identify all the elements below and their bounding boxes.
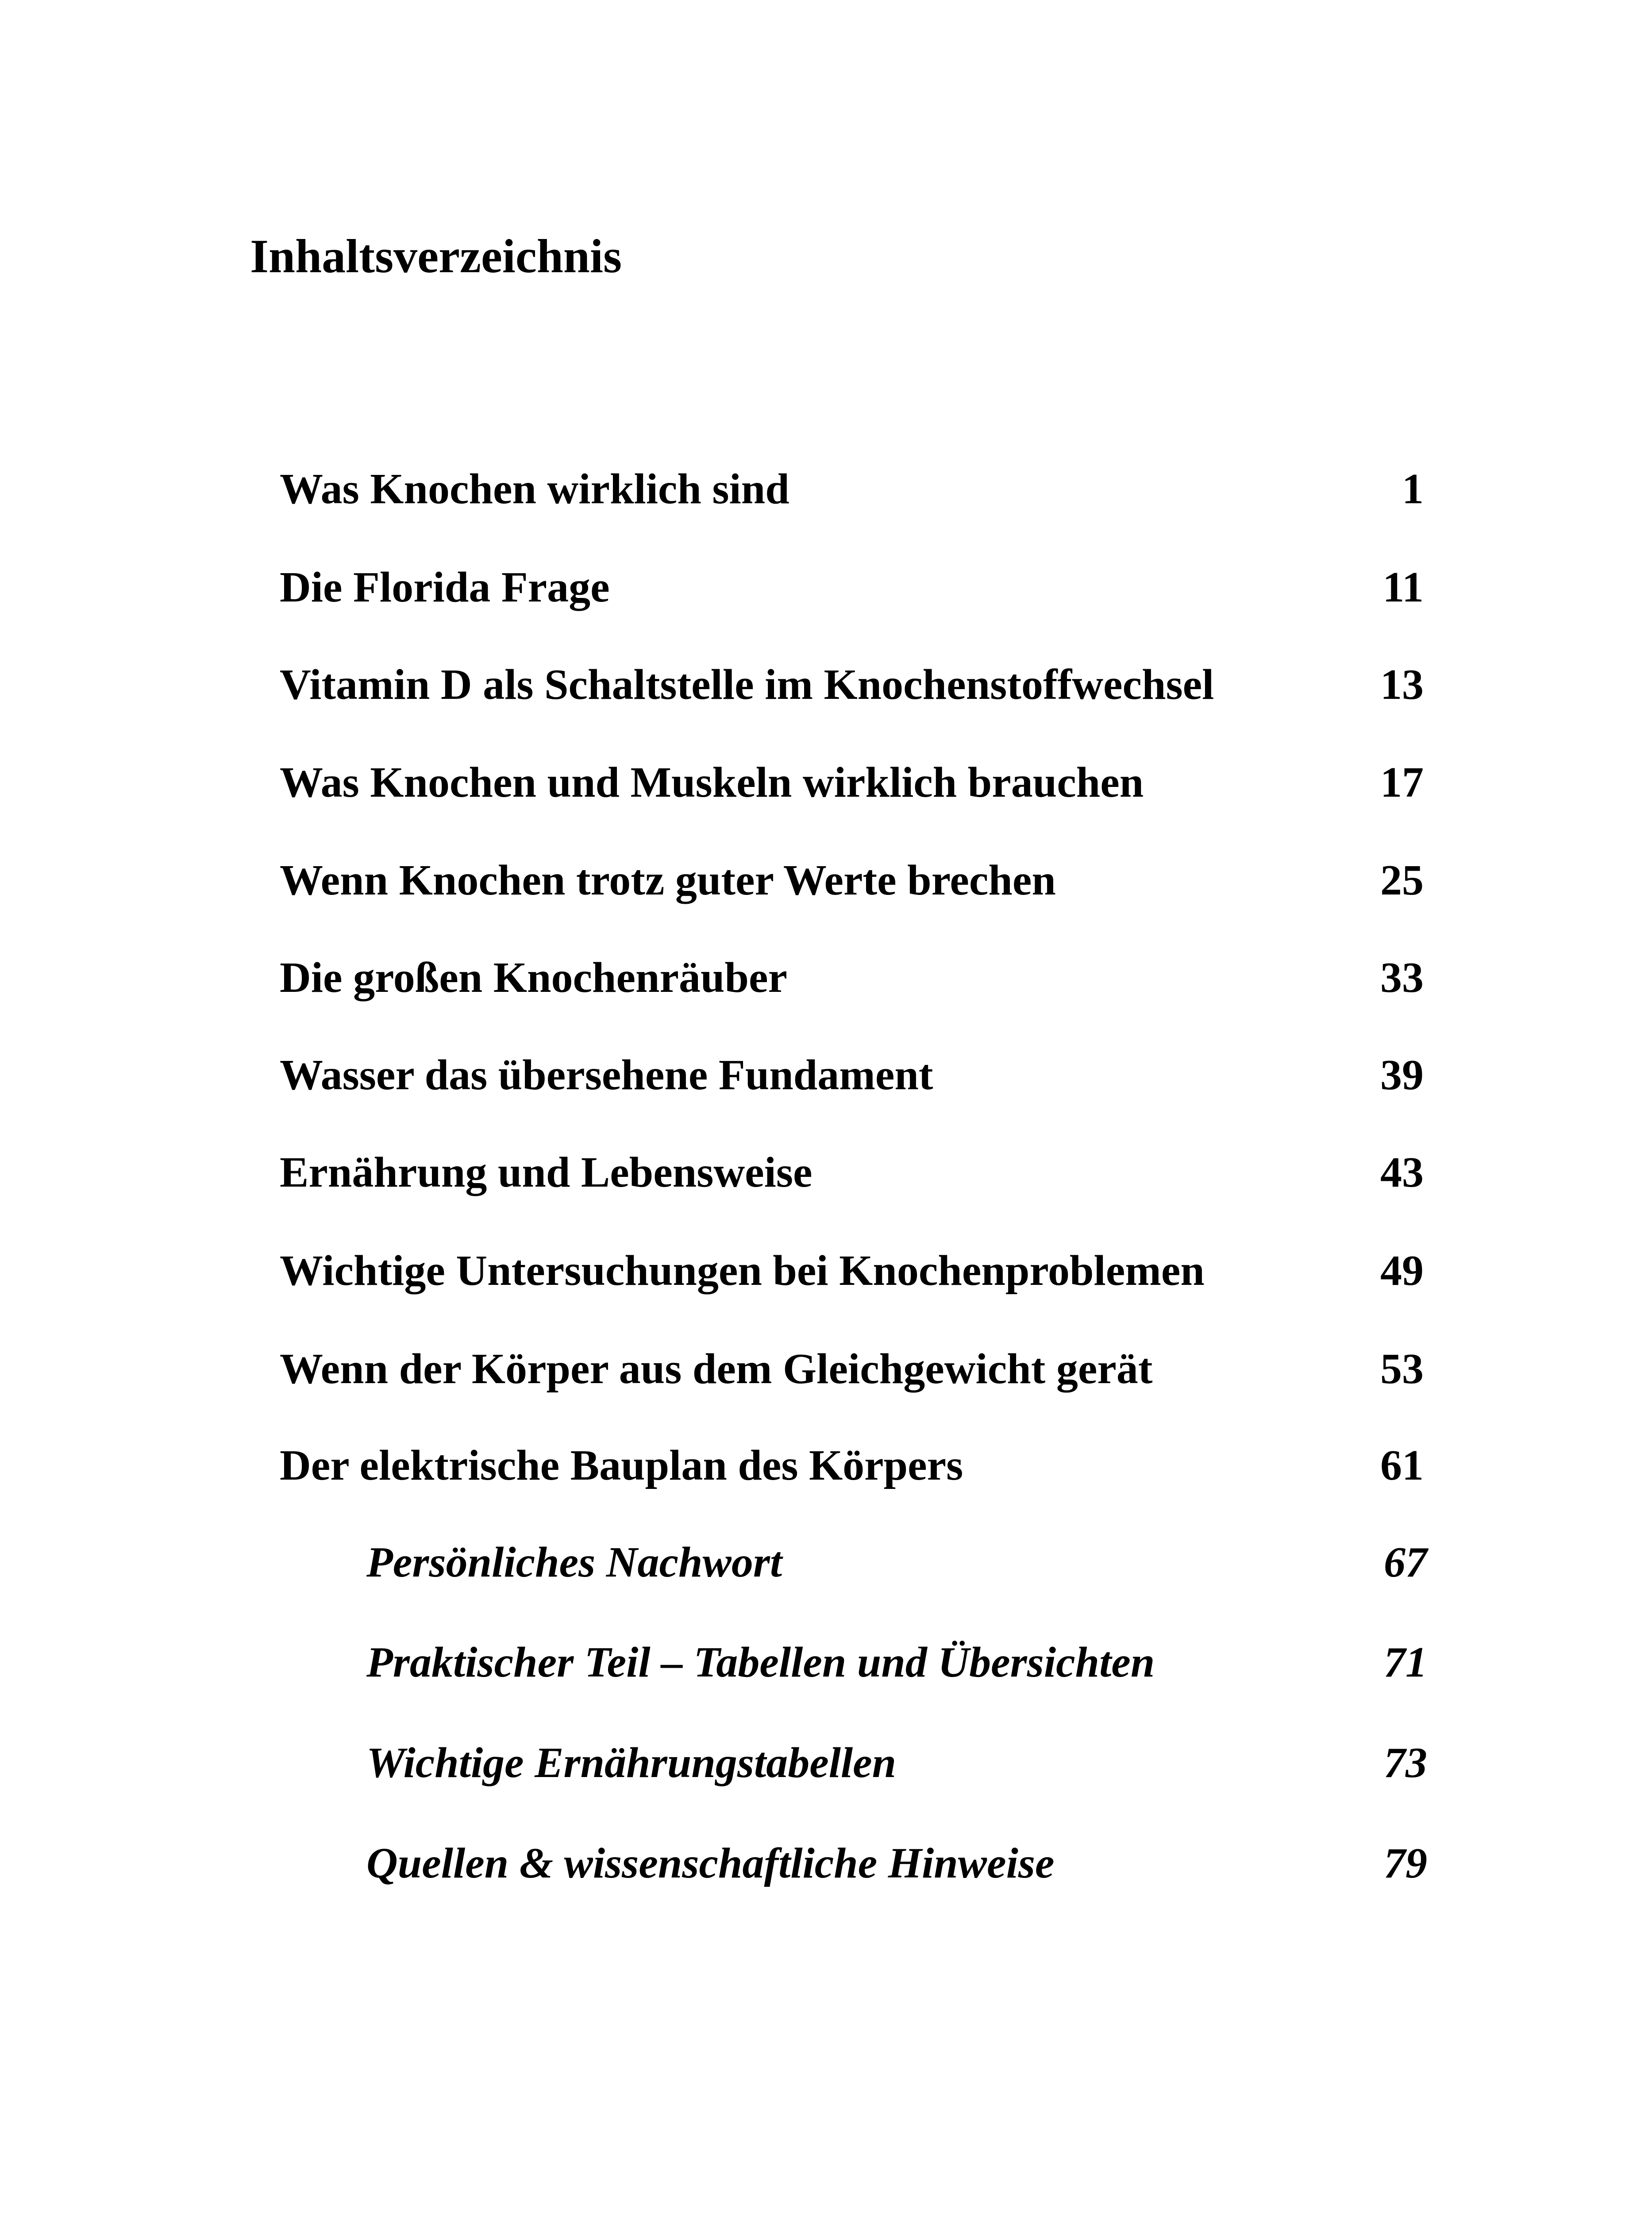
- toc-entry[interactable]: [280, 456, 1424, 522]
- toc-subentry-title: Persönliches Nachwort: [366, 1538, 782, 1586]
- toc-subentry[interactable]: [366, 1730, 1427, 1796]
- toc-entry-page-number: 61: [1380, 1442, 1424, 1489]
- toc-entry-title: Die Florida Frage: [280, 563, 610, 611]
- toc-entry-page-number: 1: [1402, 465, 1424, 513]
- toc-subentry[interactable]: [366, 1629, 1427, 1696]
- toc-entry-page-number: 25: [1380, 856, 1424, 904]
- toc-subentry-title: Wichtige Ernährungstabellen: [366, 1739, 897, 1787]
- toc-subentry-title: Praktischer Teil – Tabellen und Übersichten: [366, 1639, 1155, 1686]
- toc-subentry-page-number: 71: [1384, 1639, 1427, 1686]
- toc-entry[interactable]: [280, 1238, 1424, 1304]
- toc-entry[interactable]: [280, 749, 1424, 816]
- toc-entry-page-number: 53: [1380, 1345, 1424, 1393]
- toc-entry[interactable]: [280, 1432, 1424, 1499]
- toc-entry-page-number: 11: [1382, 563, 1424, 611]
- toc-entry-title: Ernährung und Lebensweise: [280, 1149, 813, 1196]
- toc-entry-title: Die großen Knochenräuber: [280, 954, 787, 1002]
- toc-entry-title: Vitamin D als Schaltstelle im Knochenstoffwechsel: [280, 661, 1214, 709]
- toc-entry-title: Wenn Knochen trotz guter Werte brechen: [280, 856, 1056, 904]
- toc-entry-page-number: 49: [1380, 1247, 1424, 1295]
- toc-entry[interactable]: [280, 847, 1424, 914]
- toc-entry-title: Was Knochen und Muskeln wirklich brauchen: [280, 759, 1144, 806]
- toc-entry-page-number: 17: [1380, 759, 1424, 806]
- toc-entry-page-number: 33: [1380, 954, 1424, 1002]
- toc-entry[interactable]: [280, 1042, 1424, 1108]
- toc-entry[interactable]: [280, 652, 1424, 718]
- toc-subentry-title: Quellen & wissenschaftliche Hinweise: [366, 1839, 1055, 1887]
- toc-subentry[interactable]: [366, 1830, 1427, 1897]
- toc-entry-title: Der elektrische Bauplan des Körpers: [280, 1442, 963, 1489]
- toc-entry-page-number: 43: [1380, 1149, 1424, 1196]
- toc-subentry-page-number: 79: [1384, 1839, 1427, 1887]
- toc-entry-title: Was Knochen wirklich sind: [280, 465, 789, 513]
- toc-entry-page-number: 39: [1380, 1051, 1424, 1099]
- toc-entry[interactable]: [280, 554, 1424, 621]
- toc-subentry-page-number: 67: [1384, 1538, 1427, 1586]
- toc-subentry[interactable]: [366, 1529, 1427, 1596]
- toc-entry-page-number: 13: [1380, 661, 1424, 709]
- toc-subentry-page-number: 73: [1384, 1739, 1427, 1787]
- toc-entry-title: Wichtige Untersuchungen bei Knochenproblemen: [280, 1247, 1205, 1295]
- page-title: Inhaltsverzeichnis: [250, 230, 622, 283]
- toc-entry[interactable]: [280, 945, 1424, 1011]
- toc-entry-title: Wenn der Körper aus dem Gleichgewicht gerät: [280, 1345, 1153, 1393]
- toc-entry[interactable]: [280, 1336, 1424, 1402]
- toc-entry[interactable]: [280, 1139, 1424, 1206]
- toc-entry-title: Wasser das übersehene Fundament: [280, 1051, 933, 1099]
